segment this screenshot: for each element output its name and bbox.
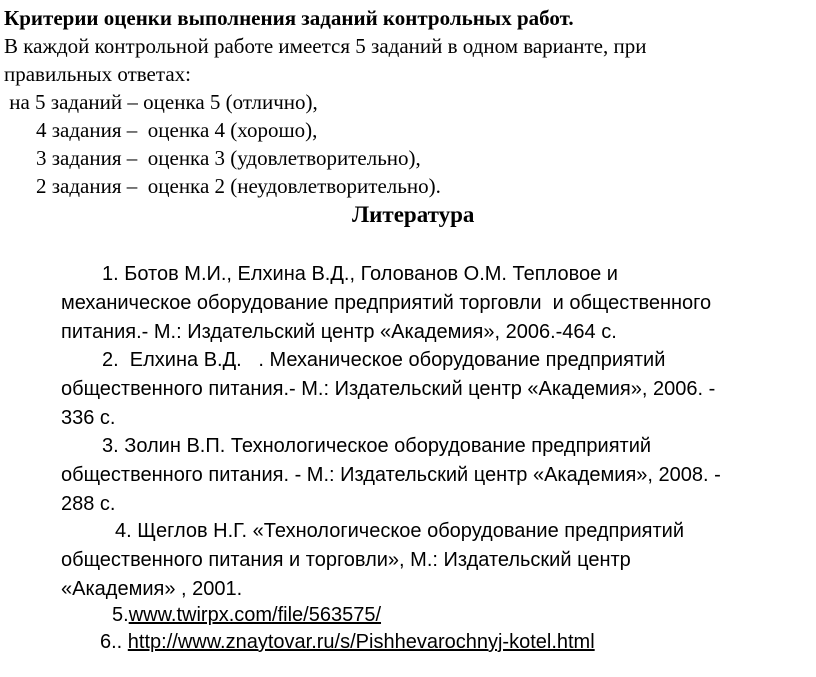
criteria-title: Критерии оценки выполнения заданий контрольных работ. [4, 6, 574, 30]
reference-3-line-1: 3. Золин В.П. Технологическое оборудование предприятий [102, 435, 652, 457]
reference-6-link[interactable]: http://www.znaytovar.ru/s/Pishhevarochnyj-kotel.html [127, 631, 595, 653]
literature-heading: Литература [352, 202, 475, 227]
reference-4-line-2: общественного питания и торговли», М.: Издательский центр [61, 549, 631, 571]
reference-6 [100, 628, 595, 656]
grade-item-2: 2 задания – оценка 2 (неудовлетворительно). [36, 174, 441, 198]
reference-4-line-1: 4. Щеглов Н.Г. «Технологическое оборудование предприятий [115, 520, 685, 542]
criteria-intro-line-2: правильных ответах: [4, 62, 191, 86]
reference-5-link[interactable]: www.twirpx.com/file/563575/ [128, 604, 382, 626]
reference-2-line-1: 2. Елхина В.Д. . Механическое оборудование предприятий [102, 349, 666, 371]
reference-6-prefix: 6.. [100, 631, 128, 653]
grade-item-5: на 5 заданий – оценка 5 (отлично), [4, 90, 318, 114]
reference-3-line-3: 288 с. [61, 493, 116, 515]
reference-2-line-2: общественного питания.- М.: Издательский центр «Академия», 2006. - [61, 378, 716, 400]
grade-item-4: 4 задания – оценка 4 (хорошо), [36, 118, 318, 142]
reference-1-line-3: питания.- М.: Издательский центр «Академия», 2006.-464 с. [61, 321, 617, 343]
reference-1-line-2: механическое оборудование предприятий торговли и общественного [61, 292, 712, 314]
reference-5-prefix: 5. [112, 604, 129, 626]
reference-1-line-1: 1. Ботов М.И., Елхина В.Д., Голованов О.М. Тепловое и [102, 263, 618, 285]
reference-4-line-3: «Академия» , 2001. [61, 578, 243, 600]
reference-2-line-3: 336 с. [61, 407, 116, 429]
reference-3-line-2: общественного питания. - М.: Издательский центр «Академия», 2008. - [61, 464, 721, 486]
reference-5 [112, 601, 381, 629]
criteria-intro-line-1: В каждой контрольной работе имеется 5 заданий в одном варианте, при [4, 34, 647, 58]
grade-item-3: 3 задания – оценка 3 (удовлетворительно), [36, 146, 421, 170]
